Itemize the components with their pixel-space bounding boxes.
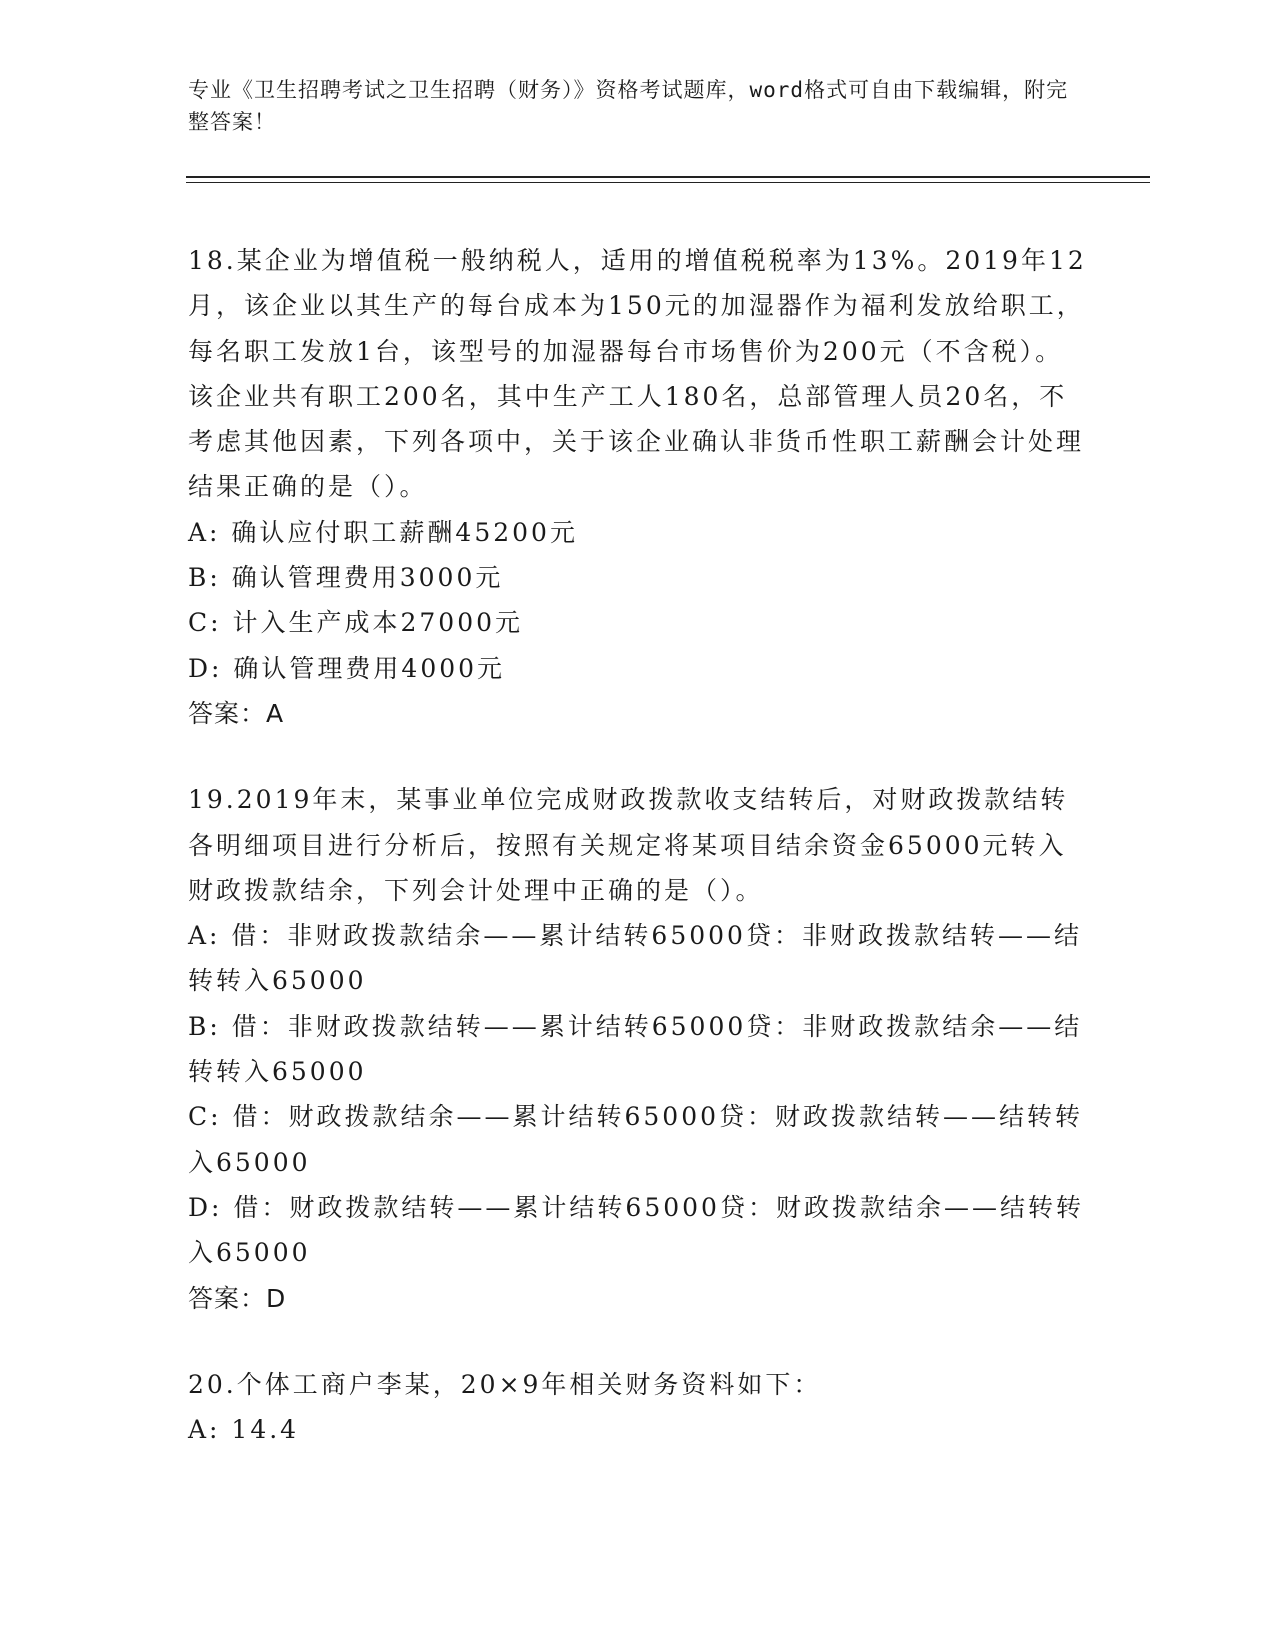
header-divider-thick: [186, 176, 1150, 178]
question-stem: 18.某企业为增值税一般纳税人，适用的增值税税率为13%。2019年12月，该企业以其生产的每台成本为150元的加湿器作为福利发放给职工，每名职工发放1台，该型号的加湿器每台市场售价为200元（不含税）。该企业共有职工200名，其中生产工人180名，总部管理人员20名，不考虑其他因素，下列各项中，关于该企业确认非货币性职工薪酬会计处理结果正确的是（）。: [188, 246, 1087, 502]
question-list: [188, 238, 1088, 1493]
option-a: A: 确认应付职工薪酬45200元: [188, 517, 578, 547]
option-c: C: 计入生产成本27000元: [188, 608, 524, 638]
option-b: B: 确认管理费用3000元: [188, 563, 504, 593]
answer-label: 答案：A: [188, 698, 285, 728]
question-20: [188, 1362, 1088, 1453]
option-d: D: 确认管理费用4000元: [188, 653, 506, 683]
document-header: 专业《卫生招聘考试之卫生招聘（财务）》资格考试题库，word格式可自由下载编辑，附完整答案！: [188, 78, 1069, 134]
option-a: A: 14.4: [188, 1415, 300, 1445]
question-stem: 20.个体工商户李某，20×9年相关财务资料如下：: [188, 1369, 822, 1399]
option-d: D: 借：财政拨款结转——累计结转65000贷：财政拨款结余——结转转入65000: [188, 1192, 1084, 1268]
question-18: [188, 238, 1088, 736]
option-c: C: 借：财政拨款结余——累计结转65000贷：财政拨款结转——结转转入65000: [188, 1102, 1084, 1177]
answer-label: 答案：D: [188, 1283, 287, 1313]
question-19: [188, 777, 1088, 1321]
header-divider-thin: [186, 182, 1150, 183]
question-stem: 19.2019年末，某事业单位完成财政拨款收支结转后，对财政拨款结转各明细项目进行分析后，按照有关规定将某项目结余资金65000元转入财政拨款结余，下列会计处理中正确的是（）。: [188, 785, 1069, 905]
option-a: A: 借：非财政拨款结余——累计结转65000贷：非财政拨款结转——结转转入65000: [188, 921, 1082, 996]
option-b: B: 借：非财政拨款结转——累计结转65000贷：非财政拨款结余——结转转入65000: [188, 1011, 1083, 1087]
